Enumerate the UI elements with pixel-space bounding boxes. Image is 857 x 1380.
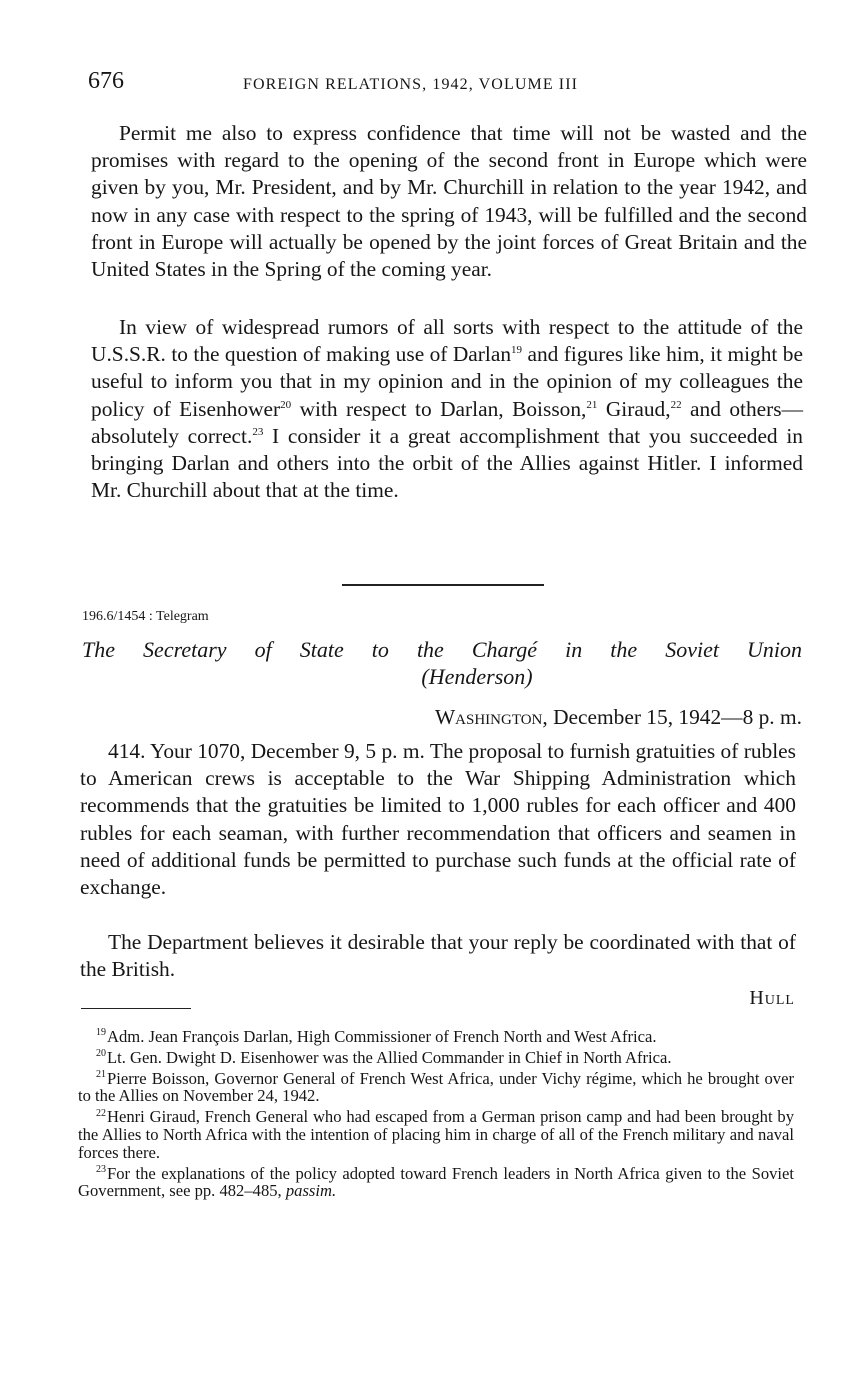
telegram-paragraph-1: 414. Your 1070, December 9, 5 p. m. The proposal to furnish gratuities of rubles to American crews is acceptable to the War Shipping Administration which recommends that the gratuities be limited to 1,000 rubles for each officer and 400 rubles for each seaman, with further recommendation that officers and seamen in need of additional funds be permitted to purchase such funds at the official rate of exchange. (80, 739, 796, 900)
paragraph-text: Giraud, (597, 396, 671, 421)
footnote-23 (78, 1165, 794, 1201)
signature: Hull (749, 987, 795, 1009)
letter-paragraph-1: Permit me also to express confidence that time will not be wasted and the promises with regard to the opening of the second front in Europe which were given by you, Mr. President, and by Mr. Churchill in relation to the year 1942, and now in any case with respect to the spring of 1943, will be fulfilled and the second front in Europe will actually be opened by the joint forces of Great Britain and the United States in the Spring of the coming year. (91, 121, 807, 282)
footnote-ref-19: 19 (511, 344, 523, 357)
footnote-19 (78, 1028, 794, 1046)
footnote-number: 22 (96, 1107, 106, 1119)
page-number: 676 (88, 68, 124, 94)
footnote-text: Adm. Jean François Darlan, High Commissioner of French North and West Africa. (107, 1027, 657, 1046)
footnote-number: 21 (96, 1069, 106, 1081)
running-head: FOREIGN RELATIONS, 1942, VOLUME III (243, 76, 579, 93)
footnote-ref-22: 22 (670, 398, 682, 411)
footnote-text: Lt. Gen. Dwight D. Eisenhower was the Allied Commander in Chief in North Africa. (107, 1047, 672, 1067)
dateline-date: December 15, 1942—8 p. m. (547, 705, 802, 729)
footnote-number: 23 (96, 1164, 106, 1176)
heading-line-1: The Secretary of State to the Chargé in the Soviet Union (82, 637, 802, 662)
paragraph-text: In view of widespread rumors of all sorts with respect to the attitude of the U.S.S.R. to the question of making use of Darlan (91, 315, 803, 367)
footnote-italic-tail: passim. (285, 1181, 337, 1201)
footnote-22 (78, 1108, 794, 1161)
footnote-number: 20 (96, 1048, 106, 1060)
document-heading (82, 636, 802, 690)
footnote-ref-23: 23 (252, 425, 264, 438)
footnote-text: Pierre Boisson, Governor General of French West Africa, under Vichy régime, which he brought over to the Allies on November 24, 1942. (78, 1068, 794, 1106)
heading-line-2: (Henderson) (421, 664, 533, 689)
section-divider (342, 584, 544, 586)
paragraph-text: and figures like him, it might be useful to inform you that in my opinion and in the opinion of my colleagues the policy of Eisenhower (91, 342, 803, 421)
file-reference: 196.6/1454 : Telegram (82, 609, 209, 624)
footnote-20 (78, 1049, 794, 1067)
paragraph-text: and others—absolutely correct. (91, 396, 803, 448)
footnote-ref-20: 20 (280, 398, 292, 411)
dateline (435, 705, 802, 730)
footnote-rule (81, 1008, 191, 1009)
telegram-paragraph-2: The Department believes it desirable that your reply be coordinated with that of the British. (80, 930, 796, 982)
footnote-number: 19 (96, 1027, 106, 1039)
footnotes (78, 1028, 794, 1203)
footnote-text: Henri Giraud, French General who had escaped from a German prison camp and had been brought by the Allies to North Africa with the intention of placing him in charge of all of the French military and naval forces there. (78, 1107, 794, 1162)
dateline-place: Washington, (434, 705, 548, 729)
paragraph-text: I consider it a great accomplishment that you succeeded in bringing Darlan and others into the orbit of the Allies against Hitler. I informed Mr. Churchill about that at the time. (91, 423, 803, 503)
page-header (88, 68, 808, 102)
letter-paragraph-2 (91, 314, 803, 504)
footnote-ref-21: 21 (586, 398, 598, 411)
footnote-21 (78, 1070, 794, 1106)
paragraph-text: with respect to Darlan, Boisson, (291, 396, 587, 421)
footnote-text: For the explanations of the policy adopted toward French leaders in North Africa given to the Soviet Government, see pp. 482–485, (78, 1163, 794, 1201)
